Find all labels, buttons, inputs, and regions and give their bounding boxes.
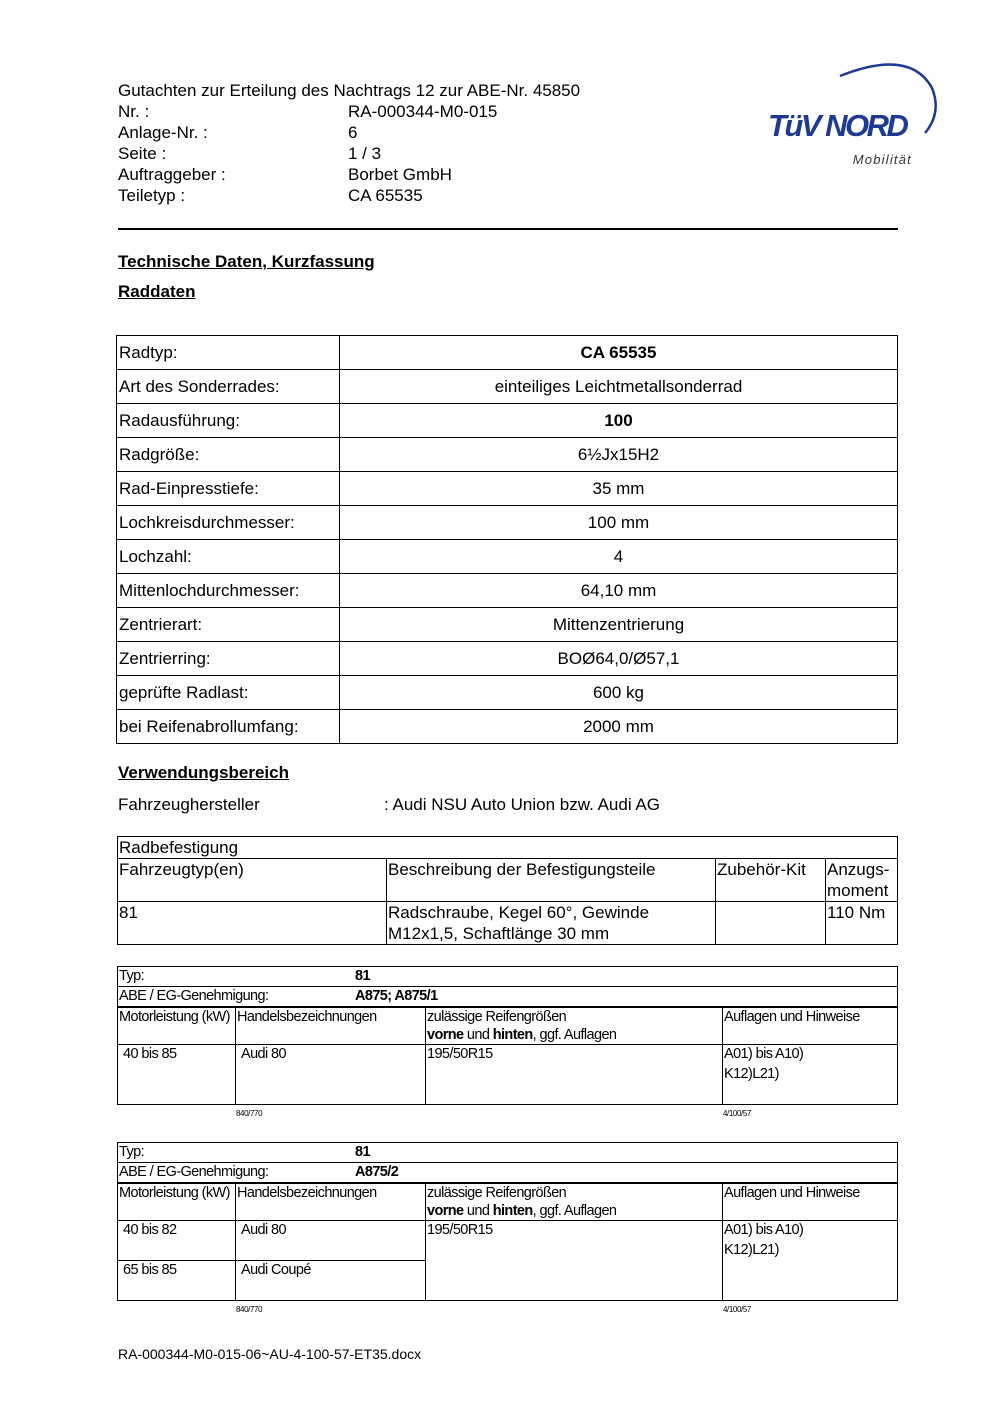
column-header: Handelsbezeichnungen [236,1183,426,1221]
label-cell: Lochzahl: [117,540,340,574]
value-cell: 4 [340,540,898,574]
table-row [117,710,898,744]
manufacturer-label: Fahrzeughersteller [118,795,260,814]
abe-label: ABE / EG-Genehmigung: [119,1164,269,1180]
description-cell: Radschraube, Kegel 60°, Gewinde M12x1,5, Schaftlänge 30 mm [387,902,716,945]
label-cell: Rad-Einpresstiefe: [117,472,340,506]
document-title: Gutachten zur Erteilung des Nachtrags 12 zur ABE-Nr. 45850 [118,81,581,100]
column-header: zulässige Reifengrößen vorne und hinten, ggf. Auflagen [426,1007,723,1045]
tuv-nord-logo [760,58,940,173]
table-row [118,1163,898,1184]
table-row [117,438,898,472]
table-row [118,1045,898,1105]
power-cell: 40 bis 82 [118,1221,236,1261]
abe-value: A875; A875/1 [355,988,438,1004]
section-usage-heading: Verwendungsbereich [118,763,289,782]
tire-size-cell: 195/50R15 [426,1045,723,1105]
value-cell: 100 [340,404,898,438]
code-right: 4/100/57 [723,1109,751,1118]
header-row-number [118,101,580,122]
label-cell: Radtyp: [117,336,340,370]
abe-value: A875/2 [355,1164,399,1180]
typ-label: Typ: [119,1144,144,1160]
power-cell: 40 bis 85 [118,1045,236,1105]
value-cell: BOØ64,0/Ø57,1 [340,642,898,676]
value-cell: 35 mm [340,472,898,506]
header-row-attachment [118,122,580,143]
header-value: 1 / 3 [348,144,382,163]
label-cell: geprüfte Radlast: [117,676,340,710]
header-label: Seite : [118,144,167,163]
table-row [117,404,898,438]
label-cell: Radgröße: [117,438,340,472]
value-cell: 64,10 mm [340,574,898,608]
wheel-data-table [116,335,898,744]
footer-filename: RA-000344-M0-015-06~AU-4-100-57-ET35.docx [118,1346,422,1362]
table-row [118,987,898,1008]
header-value: 6 [348,123,358,142]
table-row [117,370,898,404]
trade-name-cell: Audi 80 [236,1045,426,1105]
typ-value: 81 [355,968,370,984]
table-row [118,1183,898,1221]
fastening-table [117,836,898,945]
column-header: Auflagen und Hinweise [723,1007,898,1045]
label-cell: Art des Sonderrades: [117,370,340,404]
table-row [118,967,898,987]
table-row [118,1221,898,1261]
value-cell: Mittenzentrierung [340,608,898,642]
header-row-part-type [118,185,580,206]
column-header: Beschreibung der Befestigungsteile [387,859,716,902]
fastening-title: Radbefestigung [118,837,898,859]
column-header: Handelsbezeichnungen [236,1007,426,1045]
column-header: Fahrzeugtyp(en) [118,859,387,902]
table-row [118,902,898,945]
code-left: 840/770 [236,1305,263,1314]
notes-cell: A01) bis A10) K12)L21) [723,1221,898,1301]
table-row [118,1143,898,1163]
column-header: Motorleistung (kW) [118,1183,236,1221]
document-header [118,80,580,206]
header-divider [118,228,898,230]
type-table [117,966,898,1105]
value-cell: einteiliges Leichtmetallsonderrad [340,370,898,404]
label-cell: Radausführung: [117,404,340,438]
header-value: RA-000344-M0-015 [348,102,498,121]
typ-label: Typ: [119,968,144,984]
logo-brand: TüV NORD [768,108,907,143]
column-header: zulässige Reifengrößen vorne und hinten, ggf. Auflagen [426,1183,723,1221]
trade-name-cell: Audi 80 [236,1221,426,1261]
abe-label: ABE / EG-Genehmigung: [119,988,269,1004]
table-row [118,859,898,902]
table-row [117,540,898,574]
table-row [118,1007,898,1045]
table-row [117,642,898,676]
header-value: Borbet GmbH [348,165,452,184]
torque-cell: 110 Nm [826,902,898,945]
table-row [117,506,898,540]
table-row [117,676,898,710]
table-row [118,837,898,859]
header-label: Anlage-Nr. : [118,123,208,142]
label-cell: Lochkreisdurchmesser: [117,506,340,540]
kit-cell [716,902,826,945]
label-cell: bei Reifenabrollumfang: [117,710,340,744]
tire-size-cell: 195/50R15 [426,1221,723,1301]
table-row [117,608,898,642]
notes-cell: A01) bis A10) K12)L21) [723,1045,898,1105]
table-row [117,472,898,506]
power-cell: 65 bis 85 [118,1261,236,1301]
header-row-page [118,143,580,164]
vehicle-type-cell: 81 [118,902,387,945]
logo-subtitle: Mobilität [852,152,912,167]
header-label: Nr. : [118,102,150,121]
typ-value: 81 [355,1144,370,1160]
column-header: Auflagen und Hinweise [723,1183,898,1221]
label-cell: Zentrierart: [117,608,340,642]
type-table [117,1142,898,1301]
value-cell: 100 mm [340,506,898,540]
section-wheel-heading: Raddaten [118,282,196,301]
code-left: 840/770 [236,1109,263,1118]
trade-name-cell: Audi Coupé [236,1261,426,1301]
header-value: CA 65535 [348,186,423,205]
header-label: Auftraggeber : [118,165,226,184]
column-header: Motorleistung (kW) [118,1007,236,1045]
code-right: 4/100/57 [723,1305,751,1314]
value-cell: 600 kg [340,676,898,710]
label-cell: Mittenlochdurchmesser: [117,574,340,608]
table-row [117,336,898,370]
table-row [117,574,898,608]
manufacturer-value: : Audi NSU Auto Union bzw. Audi AG [384,795,660,814]
value-cell: CA 65535 [340,336,898,370]
column-header: Zubehör-Kit [716,859,826,902]
section-technical-heading: Technische Daten, Kurzfassung [118,252,375,271]
header-row-client [118,164,580,185]
value-cell: 2000 mm [340,710,898,744]
header-label: Teiletyp : [118,186,186,205]
column-header: Anzugs-moment [826,859,898,902]
value-cell: 6½Jx15H2 [340,438,898,472]
label-cell: Zentrierring: [117,642,340,676]
